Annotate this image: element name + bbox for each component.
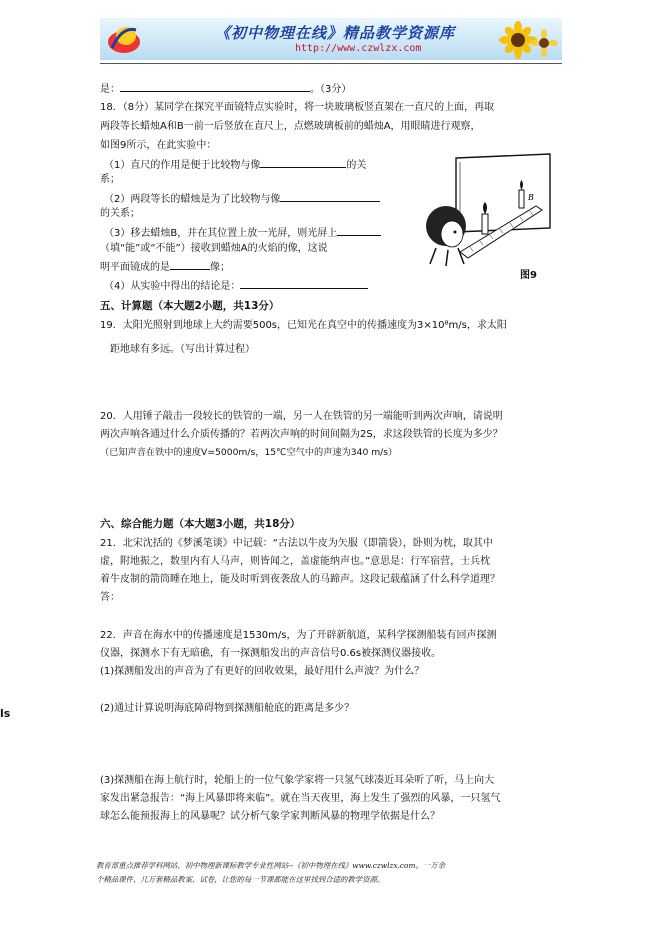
header-rule <box>100 63 562 64</box>
text-fragment: （3）移去蜡烛B，并在其位置上放一光屏，则光屏上 <box>104 228 338 239</box>
q18-sub-2 <box>104 191 380 207</box>
q21-answer-label: 答： <box>100 592 120 603</box>
text-fragment: （1）直尺的作用是便于比较物与像 <box>104 160 261 171</box>
q22-line-7: 球怎么能预报海上的风暴呢？试分析气象学家判断风暴的物理学依据是什么？ <box>100 811 440 822</box>
text-fragment: 明平面镜成的是 <box>100 262 170 273</box>
q19-line-1: 19．太阳光照射到地球上大约需要500s，已知光在真空中的传播速度为3×10⁸m/s，求太阳 <box>100 320 507 331</box>
q18-sub-3 <box>104 225 381 241</box>
site-url[interactable]: http://www.czwlzx.com <box>295 43 422 54</box>
footer-line-2: 个精品课件、几万套精品教案、试卷，让您的每一节课都能在这里找到合适的教学资源。 <box>96 875 385 884</box>
answer-blank[interactable] <box>260 157 346 168</box>
q21-line-1: 21．北宋沈括的《梦溪笔谈》中记载：“古法以牛皮为矢服（即箭袋），卧则为枕，取其中 <box>100 538 493 549</box>
q18-line-2: 两段等长蜡烛A和B一前一后竖放在直尺上，点燃玻璃板前的蜡烛A，用眼睛进行观察， <box>100 121 481 132</box>
q19-line-2: 距地球有多远。（写出计算过程） <box>110 344 255 355</box>
answer-blank[interactable] <box>280 191 380 202</box>
edge-text: ls <box>0 707 11 720</box>
sunflower-icon <box>498 21 558 59</box>
flame-icon <box>483 202 487 214</box>
text-fragment: 是： <box>100 84 120 95</box>
q21-line-3: 着牛皮制的箭筒睡在地上，能及时听到夜袭敌人的马蹄声。这段记载蕴涵了什么科学道理？ <box>100 574 500 585</box>
q18-sub-2-cont: 的关系； <box>100 208 140 219</box>
q18-sub-3-cont: （填“能”或“不能”）接收到蜡烛A的火焰的像，这说 <box>100 243 328 254</box>
section-5-heading: 五、计算题（本大题2小题，共13分） <box>100 300 280 312</box>
answer-blank[interactable] <box>120 81 310 92</box>
glass-plate <box>456 154 550 232</box>
q18-line-1: 18．（8分）某同学在探究平面镜特点实验时，将一块玻璃板竖直架在一直尺的上面，再取 <box>100 102 495 113</box>
q20-line-2: 两次声响各通过什么介质传播的？若两次声响的时间间隔为2S，求这段铁管的长度为多少？ <box>100 429 503 440</box>
text-fragment: 。（3分） <box>310 84 352 95</box>
site-logo <box>106 22 142 56</box>
section-6-heading: 六、综合能力题（本大题3小题，共18分） <box>100 518 301 530</box>
q22-line-3: (1)探测船发出的声音为了有更好的回收效果，最好用什么声波？为什么？ <box>100 666 425 677</box>
q18-sub-4 <box>104 278 368 294</box>
q20-line-1: 20．人用锤子敲击一段较长的铁管的一端，另一人在铁管的另一端能听到两次声响，请说明 <box>100 411 503 422</box>
answer-blank[interactable] <box>337 225 381 236</box>
answer-blank[interactable] <box>240 278 368 289</box>
q20-line-3: （已知声音在铁中的速度V=5000m/s，15℃空气中的声速为340 m/s） <box>100 447 398 458</box>
q18-sub-1 <box>104 157 366 173</box>
q22-line-6: 家发出紧急报告：“海上风暴即将来临”。就在当天夜里，海上发生了强烈的风暴，一只氢气 <box>100 793 501 804</box>
figure-label: 图9 <box>520 270 537 281</box>
q22-line-1: 22．声音在海水中的传播速度是1530m/s，为了开辟新航道，某科学探测船装有回声探测 <box>100 630 497 641</box>
q22-line-5: (3)探测船在海上航行时，轮船上的一位气象学家将一只氢气球凑近耳朵听了听，马上向大 <box>100 775 495 786</box>
candle-b-label: B <box>528 193 534 202</box>
q18-sub-1-cont: 系； <box>100 174 120 185</box>
answer-blank[interactable] <box>170 259 210 270</box>
q21-line-2: 虚，附地振之，数里内有人马声，则皆闻之，盖虚能纳声也。”意思是：行军宿营，士兵枕 <box>100 556 491 567</box>
text-fragment: 像； <box>210 262 230 273</box>
answer-line <box>100 81 351 97</box>
text-fragment: 的关 <box>346 160 367 171</box>
header-banner <box>100 18 562 60</box>
text-fragment: （2）两段等长的蜡烛是为了比较物与像 <box>104 194 281 205</box>
q18-sub-3-cont2 <box>100 259 230 275</box>
candle-a <box>482 214 488 234</box>
q22-line-4: (2)通过计算说明海底障碍物到探测船舱底的距离是多少？ <box>100 703 355 714</box>
footer-line-1: 教育部重点推荐学科网站、初中物理新课标教学专业性网站--《初中物理在线》www.czwlzx.com。一万余 <box>96 861 446 870</box>
candle-b <box>519 190 524 208</box>
q22-line-2: 仪器，探测水下有无暗礁，有一探测船发出的声音信号0.6s被探测仪器接收。 <box>100 648 442 659</box>
text-fragment: （4）从实验中得出的结论是： <box>104 281 241 292</box>
figure-9-illustration <box>418 152 558 277</box>
site-title: 《初中物理在线》精品教学资源库 <box>215 24 456 42</box>
q18-line-3: 如图9所示，在此实验中： <box>100 140 217 151</box>
